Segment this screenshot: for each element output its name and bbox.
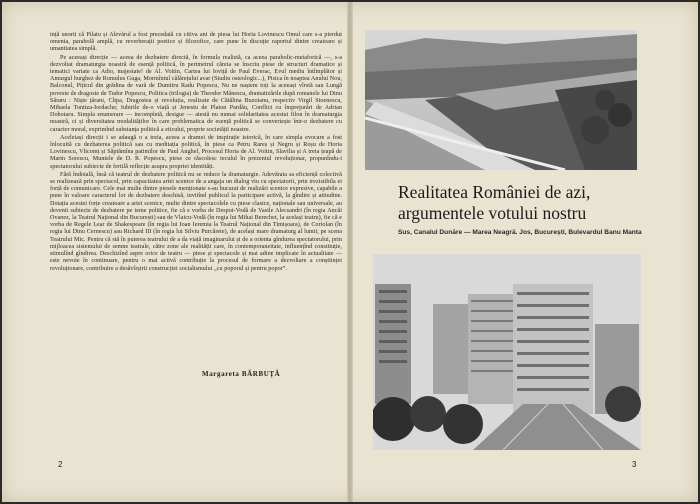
right-page bbox=[351, 2, 698, 502]
boulevard-photo bbox=[373, 254, 641, 450]
paragraph: Pe aceeași direcție — aceea de dezbatere directă, în formula realistă, ca aceea parabolic-metaforică —, s-a dezvoltat dramaturgia noastră de esență politică, în perimetrul căreia se înscriu piese de structuri dramatice și tematici variate ca Adio, majestate! de Al. Voitin, Cartea lui Ioviță de Paul Everac, Evul mediu întîmplător și Amurgul burghez de Romulus Guga, Mormîntul călărețului avar (Studiu osteologic...), Pisica în noaptea Anului Nou, Balconul, Pițicul din grădina de vară de Dumitru Radu Popescu, Nu ne naștem toți la aceeași vîrstă sau Lungă poveste de dragoste de Tudor Popescu, Politica (trilogia) de Theodor Mănescu, dramatizările după romanele lui Dinu Săraru : Niște țărani, Clipa, Dragostea și revoluția, realizate de Cătălina Buzoianu, respectiv Virgil Stoenescu, Mihaela Tonitza-Iordache; Iubirile de-o viață și Jenestu de Platon Pardău, Conflict cu împrejurări de Adrian Dohotaru. Simpla enumerare — incompletă, desigur — atestă nu numai solidaritatea acestui filon în dramaturgia noastră, ci și diversitatea modalităților în care problematica de esență politică se convertește într-o dezbatere cu caracter moral, exprimînd substanța politică a eticului, proprie societății noastre. bbox=[50, 54, 342, 133]
headline-line: argumentele votului nostru bbox=[398, 203, 587, 223]
canal-photo bbox=[365, 30, 637, 170]
page-number-left: 2 bbox=[58, 460, 63, 469]
left-page bbox=[2, 2, 349, 502]
photo-caption: Sus, Canalul Dunăre — Marea Neagră. Jos, București, Bulevardul Banu Manta bbox=[398, 229, 642, 236]
page-number-right: 3 bbox=[632, 460, 637, 469]
paragraph: ință unorii că Pilatu și Alevărul a fost precedată cu citiva ani de piesa lui Horia Lovinescu Omul care s-a pierdut omenia, parabolă amplă, cu reverberații poetice și filozofice, care pune în discuție raportul dintre creatoare și umanitatea simplă. bbox=[50, 32, 342, 53]
boulevard-photo-image bbox=[373, 254, 641, 450]
article-text-column bbox=[50, 32, 342, 274]
paragraph: Aceleiași direcții i se adaugă o a treia, aceea a dramei de inspirație istorică, în care simpla evocare a fost înlocuită cu dezbaterea politică sau cu meditația politică, în piese ca Petru Rareș și Negru și Roșu de Horia Lovinescu, Vlicomț și Săptămîna patimilor de Paul Anghel, Procesul Horia de Al. Voitin, Slavilia și A treia țeapă de Marin Sorescu, Muntele de D. R. Popescu, piese ce răscolesc teculul în prezentul revoluționar, propunîndu-i spectatorului subiecte de fertilă reflecție asupra propriei identități. bbox=[50, 134, 342, 170]
author-signature: Margareta BĂRBUȚĂ bbox=[202, 370, 281, 378]
paragraph: Fără îndoială, însă că teatrul de dezbatere politică nu se reduce la dramaturgie. Adevărata sa eficiență colectivă se realizează prin spectacol, prin capacitatea artei scenice de a angaja un dialog viu cu spectatorii, prin irezistibila ei forță de comunicare. Cele mai multe dintre piesele menționate s-au bucurat de realizări scenice expresive, capabile a pune în valoare caracterul lor de dezbatere deschisă, invitînd publicul la participare activă, la gîndire și atitudine. Dotația acestei forțe creatoare a artei scenice, multe dintre spectacolele cu piese clasice, naționale sau universale, au devenit subiecte de dezbatere pe teme politice, fie că e vorba de Despot-Vodă de Vasile Alecsandri (în regia Ancăi Ovanez, la Teatrul Național din București) sau de Vlaicu-Vodă (în regia lui Mihai Berechet, la același teatru), fie că e vorba de Regele Lear de Shakespeare (în regia lui Ioan Ieremia la Teatrul Național din Timișoara), de Coriolan (în regia lui Dinu Cernescu) sau Richard III (în regia lui Silviu Purcărete), de același mare dramaturg al lumii, pe scena Teatrului Mic. Pentru că stă în puterea teatrului de a da viață imaginarului și de a orienta gîndurea spectatorului, prin mijloacea sistemului de semne teatrale, către zone ale realității care, în contemporaneitate, influențînd constituție, stimulînd gîndirea. Deschizînd aspre orice de teatru — piese și spectacole și mai adine implicate în actualitate — este nevoie în continuare, pentru o mai activă contribuție la procesul de formare a dezvoltare a conștiinței revoluționare, contribuire a desăvîrșirii construcției socialismului „cu poporul și pentru popor”. bbox=[50, 171, 342, 272]
canal-photo-image bbox=[365, 30, 637, 170]
book-spread bbox=[2, 2, 698, 502]
headline bbox=[398, 182, 688, 224]
headline-line: Realitatea României de azi, bbox=[398, 182, 591, 202]
